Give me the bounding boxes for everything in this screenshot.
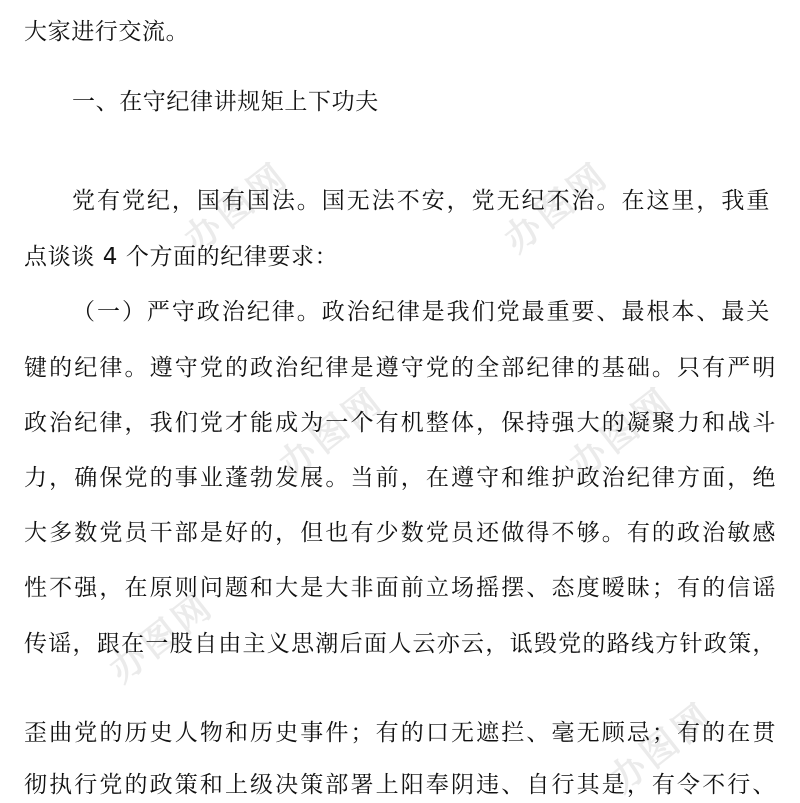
paragraph-line: 传谣，跟在一股自由主义思潮后面人云亦云，诋毁党的路线方针政策， [24,631,776,657]
paragraph-line: 政治纪律，我们党才能成为一个有机整体，保持强大的凝聚力和战斗 [24,410,776,436]
paragraph-line: 点谈谈 4 个方面的纪律要求： [24,244,339,270]
paragraph-line: 歪曲党的历史人物和历史事件；有的口无遮拦、毫无顾忌；有的在贯 [24,720,776,746]
subsection-heading-line: （一）严守政治纪律。政治纪律是我们党最重要、最根本、最关 [72,299,770,325]
watermark: 办图网 [176,154,297,261]
watermark: 办图网 [601,694,722,801]
paragraph-line: 键的纪律。遵守党的政治纪律是遵守党的全部纪律的基础。只有严明 [24,355,776,381]
paragraph-line: 性不强，在原则问题和大是大非面前立场摇摆、态度暧昧；有的信谣 [24,575,776,601]
watermark: 办图网 [271,379,392,486]
paragraph-line: 彻执行党的政策和上级决策部署上阳奉阴违、自行其是，有令不行、 [24,772,776,798]
paragraph-line: 力，确保党的事业蓬勃发展。当前，在遵守和维护政治纪律方面，绝 [24,465,776,491]
watermark: 办图网 [561,379,682,486]
watermark: 办图网 [101,584,222,691]
text-line: 大家进行交流。 [24,19,190,45]
watermark: 办图网 [496,154,617,261]
paragraph-line: 党有党纪，国有国法。国无法不安，党无纪不治。在这里，我重 [72,188,770,214]
paragraph-line: 大多数党员干部是好的，但也有少数党员还做得不够。有的政治敏感 [24,520,776,546]
section-heading: 一、在守纪律讲规矩上下功夫 [72,89,379,115]
